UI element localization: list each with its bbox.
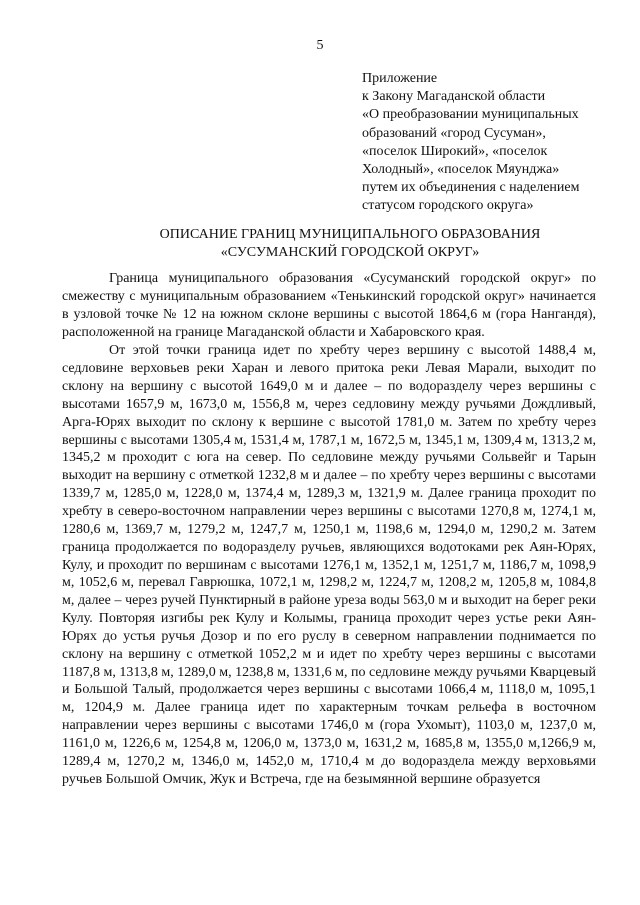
document-title (60, 226, 640, 262)
page-number: 5 (316, 38, 324, 53)
appendix-line: «О преобразовании муниципальных (362, 107, 579, 123)
title-line: «СУСУМАНСКИЙ ГОРОДСКОЙ ОКРУГ» (220, 245, 480, 260)
document-body (62, 270, 596, 788)
appendix-header (362, 70, 632, 216)
appendix-line: «поселок Широкий», «поселок (362, 143, 548, 159)
appendix-line: Приложение (362, 71, 438, 86)
appendix-line: образований «город Сусуман», (362, 125, 546, 141)
appendix-line: путем их объединения с наделением (362, 180, 580, 196)
body-paragraph: От этой точки граница идет по хребту через вершину с высотой 1488,4 м, седловине верховьев реки Харан и левого притока реки Левая Марали, выходит по склону на вершину с высотой 1649,0 м и далее – по водоразделу через вершины с высотами 1657,9 м, 1673,0 м, 1556,8 м, через седловину между ручьями Дождливый, Арга-Юрях выходит по склону к вершине с высотой 1781,0 м. Затем по хребту через вершины с высотами 1305,4 м, 1531,4 м, 1787,1 м, 1672,5 м, 1345,1 м, 1309,4 м, 1313,2 м, 1345,2 м проходит с юга на север. По седловине между ручьями Сольвейг и Тарын выходит на вершину с отметкой 1232,8 м и далее – по хребту через вершины с высотами 1339,7 м, 1285,0 м, 1228,0 м, 1374,4 м, 1289,3 м, 1321,9 м. Далее граница проходит по хребту в северо-восточном направлении через вершины с высотами 1270,8 м, 1274,1 м, 1280,6 м, 1369,7 м, 1279,2 м, 1247,7 м, 1250,1 м, 1198,6 м, 1294,0 м, 1290,2 м. Затем граница продолжается по водоразделу ручьев, являющихся водотоками рек Аян-Юрях, Кулу, и проходит по вершинам с высотами 1276,1 м, 1352,1 м, 1251,7 м, 1186,7 м, 1098,9 м, 1052,6 м, перевал Гаврюшка, 1072,1 м, 1298,2 м, 1224,7 м, 1208,2 м, 1205,8 м, 1084,8 м, далее – через ручей Пунктирный в районе уреза воды 563,0 м и выходит на берег реки Кулу. Повторяя изгибы рек Кулу и Колымы, граница проходит через устье реки Аян-Юрях до устья ручья Дозор и по его руслу в северном направлении поднимается по склону на вершину с отметкой 1052,2 м и идет по хребту через вершины с высотами 1187,8 м, 1313,8 м, 1289,0 м, 1238,8 м, 1331,6 м, по седловине между ручьями Кварцевый и Большой Талый, продолжается через вершины с высотами 1066,4 м, 1118,0 м, 1095,1 м, 1204,9 м. Далее граница идет по характерным точкам рельефа в восточном направлении через вершины с высотами 1746,0 м (гора Ухомыт), 1103,0 м, 1237,0 м, 1161,0 м, 1226,6 м, 1254,8 м, 1206,0 м, 1373,0 м, 1631,2 м, 1685,8 м, 1355,0 м,1266,9 м, 1289,4 м, 1270,2 м, 1346,0 м, 1452,0 м, 1710,4 м до водораздела между верховьями ручьев Большой Омчик, Жук и Встреча, где на безымянной вершине образуется (62, 343, 596, 787)
appendix-line: Холодный», «поселок Мяунджа» (362, 162, 560, 178)
body-paragraph: Граница муниципального образования «Сусуманский городской округ» по смежеству с муниципальным образованием «Тенькинский городской округ» начинается в узловой точке № 12 на южном склоне вершины с высотой 1864,6 м (гора Нангандя), расположенной на границе Магаданской области и Хабаровского края. (62, 271, 596, 340)
title-line: ОПИСАНИЕ ГРАНИЦ МУНИЦИПАЛЬНОГО ОБРАЗОВАНИЯ (159, 227, 541, 242)
appendix-line: статусом городского округа» (362, 198, 534, 214)
appendix-line: к Закону Магаданской области (362, 89, 546, 105)
